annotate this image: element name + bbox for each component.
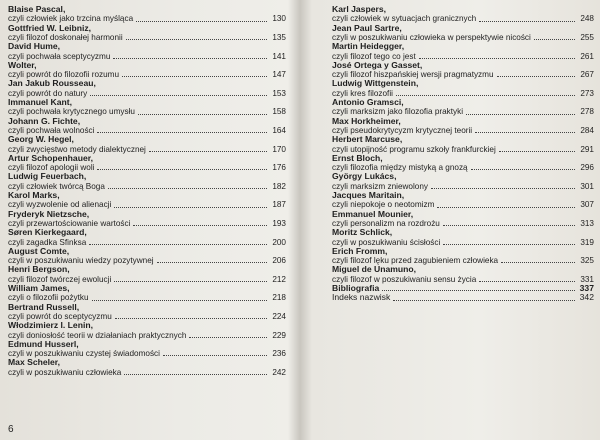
dot-leader	[479, 21, 575, 22]
toc-entry	[332, 247, 594, 266]
toc-entry-subtitle: czyli człowiek w sytuacjach granicznych	[332, 14, 477, 24]
toc-entry	[8, 79, 286, 98]
toc-entry-name: Ludwig Feuerbach,	[8, 171, 87, 182]
toc-entry-page: 301	[580, 181, 594, 191]
dot-leader	[89, 244, 267, 245]
toc-entry	[332, 61, 594, 80]
toc-entry-subtitle: czyli pochwała wolności	[8, 125, 95, 135]
toc-entry-page: 236	[272, 349, 286, 359]
dot-leader	[90, 95, 267, 96]
toc-entry-page: 187	[272, 200, 286, 210]
toc-entry	[332, 135, 594, 154]
right-page	[302, 0, 600, 440]
toc-entry-name: Georg W. Hegel,	[8, 134, 74, 145]
toc-entry-subtitle: czyli w poszukiwaniu czystej świadomości	[8, 349, 160, 359]
toc-entry-subtitle: czyli pseudokrytycyzm krytycznej teorii	[332, 125, 473, 135]
toc-entry-subtitle: czyli filozof apologii woli	[8, 163, 95, 173]
toc-entry-page: 325	[580, 256, 594, 266]
dot-leader	[189, 337, 267, 338]
dot-leader	[393, 300, 575, 301]
dot-leader	[479, 281, 575, 282]
toc-entry-subtitle: czyli wyzwolenie od alienacji	[8, 200, 112, 210]
toc-entry-subtitle: czyli powrót do filozofii rozumu	[8, 70, 120, 80]
toc-entry	[8, 247, 286, 266]
toc-entry	[332, 98, 594, 117]
toc-entry-subtitle: czyli filozof tego co jest	[332, 51, 416, 61]
dot-leader	[122, 76, 267, 77]
toc-entry-subtitle: czyli przewartościowanie wartości	[8, 218, 131, 228]
dot-leader	[499, 151, 575, 152]
toc-entry	[8, 24, 286, 43]
toc-entry-subtitle: czyli powrót do sceptycyzmu	[8, 311, 112, 321]
toc-entry-name: Wolter,	[8, 59, 37, 70]
toc-entry-name: Max Scheler,	[8, 357, 61, 368]
dot-leader	[437, 207, 575, 208]
toc-entry-page: 158	[272, 107, 286, 117]
toc-entry	[332, 117, 594, 136]
toc-entry-line	[332, 293, 594, 302]
toc-entry-name: Miguel de Unamuno,	[332, 264, 417, 275]
dot-leader	[136, 21, 267, 22]
dot-leader	[443, 225, 575, 226]
dot-leader	[501, 262, 575, 263]
toc-entry-subtitle: czyli kres filozofii	[332, 88, 393, 98]
left-page	[0, 0, 298, 440]
toc-entry-page: 135	[272, 33, 286, 42]
right-table-of-contents	[332, 5, 594, 303]
toc-entry-page: 170	[272, 144, 286, 154]
toc-entry-name: Ernst Bloch,	[332, 152, 383, 163]
dot-leader	[382, 290, 575, 291]
toc-entry-name: Włodzimierz I. Lenin,	[8, 320, 93, 331]
toc-entry	[332, 5, 594, 24]
toc-entry-page: 147	[272, 70, 286, 80]
toc-entry-name: David Hume,	[8, 41, 61, 52]
toc-entry-page: 224	[272, 311, 286, 321]
toc-entry-subtitle: czyli filozof w poszukiwaniu sensu życia	[332, 274, 477, 284]
toc-entry-page: 261	[580, 51, 594, 61]
dot-leader	[97, 169, 267, 170]
toc-entry-page: 193	[272, 218, 286, 228]
toc-entry	[8, 42, 286, 61]
dot-leader	[97, 132, 267, 133]
toc-entry-page: 242	[272, 367, 286, 377]
dot-leader	[149, 151, 267, 152]
toc-entry-subtitle: czyli marksizm jako filozofia praktyki	[332, 107, 464, 117]
toc-entry	[8, 358, 286, 377]
toc-entry-name: Jean Paul Sartre,	[332, 22, 402, 33]
dot-leader	[534, 39, 575, 40]
toc-entry-name: August Comte,	[8, 245, 70, 256]
toc-entry-subtitle: czyli personalizm na rozdrożu	[332, 218, 440, 228]
toc-entry-page: 273	[580, 88, 594, 98]
toc-entry	[8, 117, 286, 136]
toc-entry-subtitle: czyli doniosłość teorii w działaniach praktycznych	[8, 330, 187, 340]
toc-entry-name: Karol Marks,	[8, 189, 60, 200]
toc-entry	[8, 340, 286, 359]
toc-entry	[332, 42, 594, 61]
toc-entry-page: 291	[580, 144, 594, 154]
dot-leader	[471, 169, 575, 170]
toc-entry-name: Artur Schopenhauer,	[8, 152, 93, 163]
toc-entry-subtitle: czyli pochwała sceptycyzmu	[8, 51, 111, 61]
dot-leader	[396, 95, 575, 96]
toc-entry	[332, 265, 594, 284]
toc-entry-page: 337	[579, 282, 594, 293]
toc-entry-subtitle: czyli pochwała krytycznego umysłu	[8, 107, 135, 117]
toc-entry-name: Søren Kierkegaard,	[8, 227, 87, 238]
toc-entry-name: Karl Jaspers,	[332, 4, 386, 14]
toc-entry-name: Johann G. Fichte,	[8, 115, 81, 126]
toc-entry-subtitle: czyli zagadka Sfinksa	[8, 237, 87, 247]
toc-entry	[8, 210, 286, 229]
toc-entry-name: Erich Fromm,	[332, 245, 388, 256]
dot-leader	[126, 39, 267, 40]
toc-entry-page: 130	[272, 14, 286, 24]
dot-leader	[157, 262, 267, 263]
toc-entry-page: 267	[580, 70, 594, 80]
toc-entry	[8, 303, 286, 322]
toc-entry-line	[8, 368, 286, 377]
toc-entry-name: Herbert Marcuse,	[332, 134, 403, 145]
toc-entry	[8, 284, 286, 303]
dot-leader	[475, 132, 575, 133]
dot-leader	[163, 355, 267, 356]
toc-entry	[332, 210, 594, 229]
toc-entry	[332, 191, 594, 210]
toc-entry-page: 255	[580, 33, 594, 42]
toc-entry-name: José Ortega y Gasset,	[332, 59, 423, 70]
toc-entry-name: Martin Heidegger,	[332, 41, 405, 52]
toc-entry	[332, 154, 594, 173]
toc-entry	[332, 172, 594, 191]
toc-entry-page: 319	[580, 237, 594, 247]
toc-entry	[8, 135, 286, 154]
toc-entry-page: 229	[272, 330, 286, 340]
toc-entry-name: Fryderyk Nietzsche,	[8, 208, 90, 219]
toc-entry-name: Gottfried W. Leibniz,	[8, 22, 92, 33]
toc-entry-page: 176	[272, 163, 286, 173]
dot-leader	[466, 114, 575, 115]
dot-leader	[431, 188, 575, 189]
toc-entry	[8, 5, 286, 24]
toc-entry-page: 284	[580, 125, 594, 135]
toc-entry-subtitle: czyli filozof hiszpańskiej wersji pragmatyzmu	[332, 70, 494, 80]
toc-entry	[8, 98, 286, 117]
toc-entry-subtitle: czyli marksizm zniewolony	[332, 181, 428, 191]
toc-entry-name: Ludwig Wittgenstein,	[332, 78, 419, 89]
page-number: 6	[8, 424, 14, 435]
toc-entry-label: Indeks nazwisk	[332, 292, 391, 303]
dot-leader	[115, 318, 267, 319]
dot-leader	[114, 281, 267, 282]
toc-entry-subtitle: czyli utopijność programu szkoły frankfurckiej	[332, 144, 496, 154]
dot-leader	[114, 207, 267, 208]
toc-entry-name: Antonio Gramsci,	[332, 96, 404, 107]
toc-entry-subtitle: czyli człowiek jako trzcina myśląca	[8, 14, 134, 24]
toc-closing-entry	[332, 293, 594, 302]
toc-entry	[8, 61, 286, 80]
toc-entry-name: Immanuel Kant,	[8, 96, 72, 107]
toc-entry-page: 182	[272, 181, 286, 191]
toc-entry	[8, 228, 286, 247]
toc-entry-name: Emmanuel Mounier,	[332, 208, 414, 219]
toc-entry-name: Jacques Maritain,	[332, 189, 405, 200]
toc-entry	[332, 79, 594, 98]
toc-entry-subtitle: czyli filozof doskonałej harmonii	[8, 33, 123, 42]
toc-entry	[8, 191, 286, 210]
toc-entry-name: Jan Jakub Rousseau,	[8, 78, 96, 89]
toc-entry-subtitle: czyli powrót do natury	[8, 88, 88, 98]
dot-leader	[113, 58, 267, 59]
toc-entry-subtitle: czyli o filozofii pożytku	[8, 293, 89, 303]
toc-entry-page: 342	[579, 292, 594, 303]
toc-entry-page: 331	[580, 274, 594, 284]
toc-entry	[8, 172, 286, 191]
toc-entry-subtitle: czyli w poszukiwaniu ścisłości	[332, 237, 441, 247]
toc-entry-name: György Lukács,	[332, 171, 397, 182]
toc-entry	[8, 321, 286, 340]
dot-leader	[92, 300, 267, 301]
dot-leader	[108, 188, 267, 189]
toc-entry-page: 278	[580, 107, 594, 117]
toc-entry-page: 200	[272, 237, 286, 247]
toc-entry-subtitle: czyli filozof lęku przed zagubieniem człowieka	[332, 256, 499, 266]
dot-leader	[443, 244, 575, 245]
toc-entry-page: 218	[272, 293, 286, 303]
left-table-of-contents	[8, 5, 286, 377]
toc-entry-subtitle: czyli niepokoje o neotomizm	[332, 200, 435, 210]
toc-entry-subtitle: czyli filozof twórczej ewolucji	[8, 274, 112, 284]
toc-entry	[332, 24, 594, 43]
toc-entry-page: 313	[580, 218, 594, 228]
toc-entry-name: Moritz Schlick,	[332, 227, 393, 238]
toc-entry-page: 141	[272, 51, 286, 61]
dot-leader	[138, 114, 267, 115]
toc-entry-page: 248	[580, 14, 594, 24]
toc-entry-page: 296	[580, 163, 594, 173]
dot-leader	[124, 374, 267, 375]
toc-entry-name: Bertrand Russell,	[8, 301, 80, 312]
toc-entry-page: 307	[580, 200, 594, 210]
dot-leader	[497, 76, 575, 77]
toc-entry-page: 153	[272, 88, 286, 98]
toc-entry-subtitle: czyli w poszukiwaniu człowieka w perspektywie nicości	[332, 33, 531, 42]
toc-entry-subtitle: czyli w poszukiwaniu człowieka	[8, 367, 122, 377]
toc-entry-name: Max Horkheimer,	[332, 115, 401, 126]
toc-entry-subtitle: czyli w poszukiwaniu wiedzy pozytywnej	[8, 256, 154, 266]
toc-entry-page: 164	[272, 125, 286, 135]
toc-entry-page: 206	[272, 256, 286, 266]
dot-leader	[133, 225, 267, 226]
toc-entry	[8, 265, 286, 284]
toc-entry-page: 212	[272, 274, 286, 284]
toc-entry	[8, 154, 286, 173]
toc-entry-subtitle: czyli człowiek twórcą Boga	[8, 181, 105, 191]
toc-entry	[332, 228, 594, 247]
toc-entry-subtitle: czyli filozofia między mistyką a gnozą	[332, 163, 468, 173]
toc-entry-line	[8, 52, 286, 61]
toc-entry-name: Blaise Pascal,	[8, 4, 66, 14]
toc-entry-label: Bibliografia	[332, 282, 380, 293]
dot-leader	[419, 58, 575, 59]
toc-entry-name: Henri Bergson,	[8, 264, 70, 275]
toc-entry-name: William James,	[8, 282, 70, 293]
toc-entry-name: Edmund Husserl,	[8, 338, 79, 349]
toc-entry-subtitle: czyli zwycięstwo metody dialektycznej	[8, 144, 146, 154]
